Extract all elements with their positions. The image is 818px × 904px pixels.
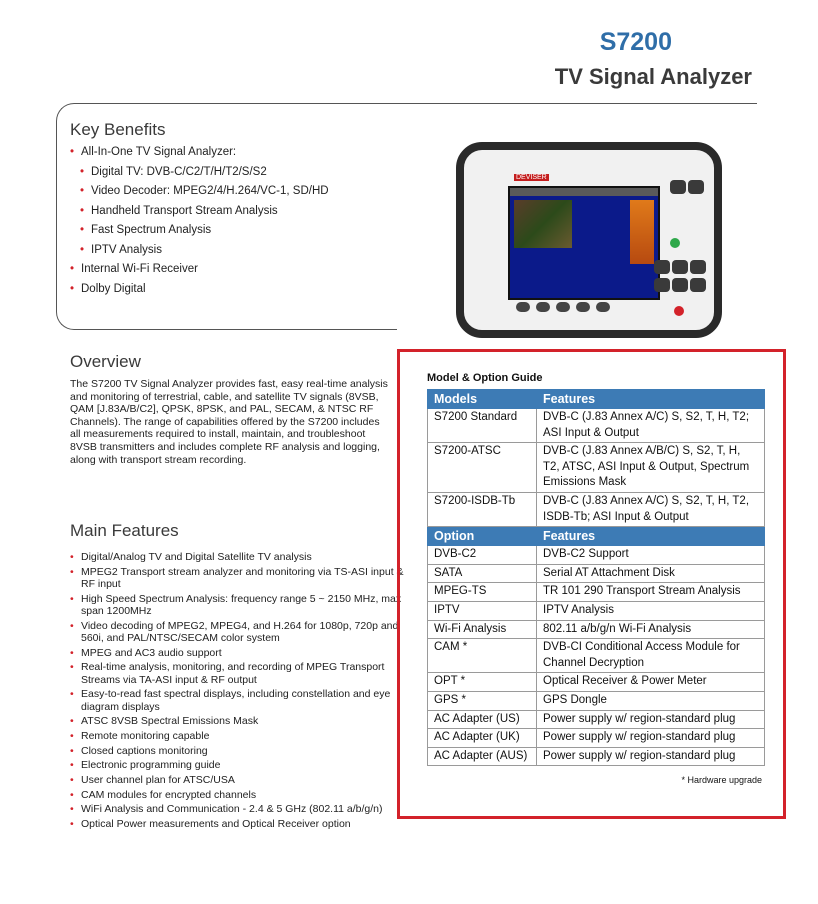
benefit-item: • Internal Wi-Fi Receiver	[70, 263, 370, 275]
table-cell: MPEG-TS	[428, 583, 537, 602]
table-cell: Wi-Fi Analysis	[428, 620, 537, 639]
table-cell: OPT *	[428, 673, 537, 692]
benefit-item: • Video Decoder: MPEG2/4/H.264/VC-1, SD/HD	[80, 185, 370, 197]
feature-item: • Closed captions monitoring	[70, 745, 405, 757]
feature-item: • Real-time analysis, monitoring, and recording of MPEG Transport Streams via TA-ASI input & RF output	[70, 661, 405, 686]
feature-item: • CAM modules for encrypted channels	[70, 789, 405, 801]
hardware-upgrade-note: * Hardware upgrade	[681, 775, 762, 785]
feature-item: • Video decoding of MPEG2, MPEG4, and H.264 for 1080p, 720p and 560i, and PAL/NTSC/SECAM color system	[70, 620, 405, 645]
overview-text: The S7200 TV Signal Analyzer provides fast, easy real-time analysis and monitoring of terrestrial, cable, and satellite TV signals (8VSB, QAM [J.83A/B/C2], QPSK, 8PSK, and PAL, SECAM, & NTSC RF Channels). The range of capabilities offered by the S7200 includes all measurements required to install, maintain, and troubleshoot 8VSB transmitters and includes complete RF analysis and logging, along with transport stream recording.	[70, 378, 388, 466]
main-features-title: Main Features	[70, 521, 179, 540]
key-benefits-list	[70, 146, 370, 302]
table-row	[428, 601, 765, 620]
table-cell: IPTV Analysis	[537, 601, 765, 620]
overview-title: Overview	[70, 352, 141, 371]
table-cell: S7200 Standard	[428, 409, 537, 443]
table-row	[428, 546, 765, 565]
table-cell: DVB-C2 Support	[537, 546, 765, 565]
feature-item: • Electronic programming guide	[70, 759, 405, 771]
table-cell: DVB-C (J.83 Annex A/B/C) S, S2, T, H, T2, ATSC, ASI Input & Output, Spectrum Emissions Mask	[537, 443, 765, 493]
table-cell: AC Adapter (UK)	[428, 729, 537, 748]
table-cell: TR 101 290 Transport Stream Analysis	[537, 583, 765, 602]
table-header-cell: Option	[428, 527, 537, 546]
table-cell: Power supply w/ region-standard plug	[537, 747, 765, 766]
benefit-item: • Fast Spectrum Analysis	[80, 224, 370, 236]
table-cell: DVB-C2	[428, 546, 537, 565]
feature-item: • WiFi Analysis and Communication - 2.4 & 5 GHz (802.11 a/b/g/n)	[70, 803, 405, 815]
feature-item: • ATSC 8VSB Spectral Emissions Mask	[70, 715, 405, 727]
main-features-list	[70, 551, 405, 833]
table-header-row	[428, 390, 765, 409]
table-cell: 802.11 a/b/g/n Wi-Fi Analysis	[537, 620, 765, 639]
table-cell: GPS *	[428, 691, 537, 710]
table-cell: IPTV	[428, 601, 537, 620]
table-cell: CAM *	[428, 639, 537, 673]
table-header-row	[428, 527, 765, 546]
table-row	[428, 710, 765, 729]
table-cell: DVB-C (J.83 Annex A/C) S, S2, T, H, T2, ISDB-Tb; ASI Input & Output	[537, 492, 765, 526]
benefit-item: • Handheld Transport Stream Analysis	[80, 205, 370, 217]
table-row	[428, 639, 765, 673]
table-cell: AC Adapter (AUS)	[428, 747, 537, 766]
feature-item: • User channel plan for ATSC/USA	[70, 774, 405, 786]
feature-item: • Easy-to-read fast spectral displays, including constellation and eye diagram displays	[70, 688, 405, 713]
benefit-item: • All-In-One TV Signal Analyzer:	[70, 146, 370, 158]
table-cell: S7200-ISDB-Tb	[428, 492, 537, 526]
table-row	[428, 729, 765, 748]
feature-item: • MPEG and AC3 audio support	[70, 647, 405, 659]
table-row	[428, 620, 765, 639]
table-cell: S7200-ATSC	[428, 443, 537, 493]
benefit-item: • Dolby Digital	[70, 283, 370, 295]
table-header-cell: Features	[537, 390, 765, 409]
key-benefits-title: Key Benefits	[70, 120, 166, 139]
table-row	[428, 691, 765, 710]
feature-item: • Optical Power measurements and Optical Receiver option	[70, 818, 405, 830]
model-option-table	[427, 389, 765, 766]
table-cell: DVB-C (J.83 Annex A/C) S, S2, T, H, T2; ASI Input & Output	[537, 409, 765, 443]
guide-title: Model & Option Guide	[427, 372, 543, 384]
device-photo	[440, 128, 722, 328]
device-brand-logo: DEVISER	[516, 174, 547, 181]
table-row	[428, 673, 765, 692]
table-cell: Power supply w/ region-standard plug	[537, 729, 765, 748]
feature-item: • Digital/Analog TV and Digital Satellite TV analysis	[70, 551, 405, 563]
table-row	[428, 409, 765, 443]
table-cell: SATA	[428, 564, 537, 583]
table-cell: Power supply w/ region-standard plug	[537, 710, 765, 729]
table-row	[428, 492, 765, 526]
table-header-cell: Models	[428, 390, 537, 409]
table-row	[428, 583, 765, 602]
table-row	[428, 747, 765, 766]
feature-item: • High Speed Spectrum Analysis: frequency range 5 ~ 2150 MHz, max span 1200MHz	[70, 593, 405, 618]
product-model-title: S7200	[599, 28, 672, 56]
feature-item: • MPEG2 Transport stream analyzer and monitoring via TS-ASI input & RF input	[70, 566, 405, 591]
table-header-cell: Features	[537, 527, 765, 546]
table-row	[428, 564, 765, 583]
table-cell: DVB-CI Conditional Access Module for Channel Decryption	[537, 639, 765, 673]
table-cell: Optical Receiver & Power Meter	[537, 673, 765, 692]
feature-item: • Remote monitoring capable	[70, 730, 405, 742]
benefit-item: • IPTV Analysis	[80, 244, 370, 256]
table-cell: AC Adapter (US)	[428, 710, 537, 729]
device-screen	[508, 186, 660, 300]
table-cell: Serial AT Attachment Disk	[537, 564, 765, 583]
table-row	[428, 443, 765, 493]
table-cell: GPS Dongle	[537, 691, 765, 710]
benefit-item: • Digital TV: DVB-C/C2/T/H/T2/S/S2	[80, 166, 370, 178]
product-subtitle: TV Signal Analyzer	[554, 64, 752, 89]
